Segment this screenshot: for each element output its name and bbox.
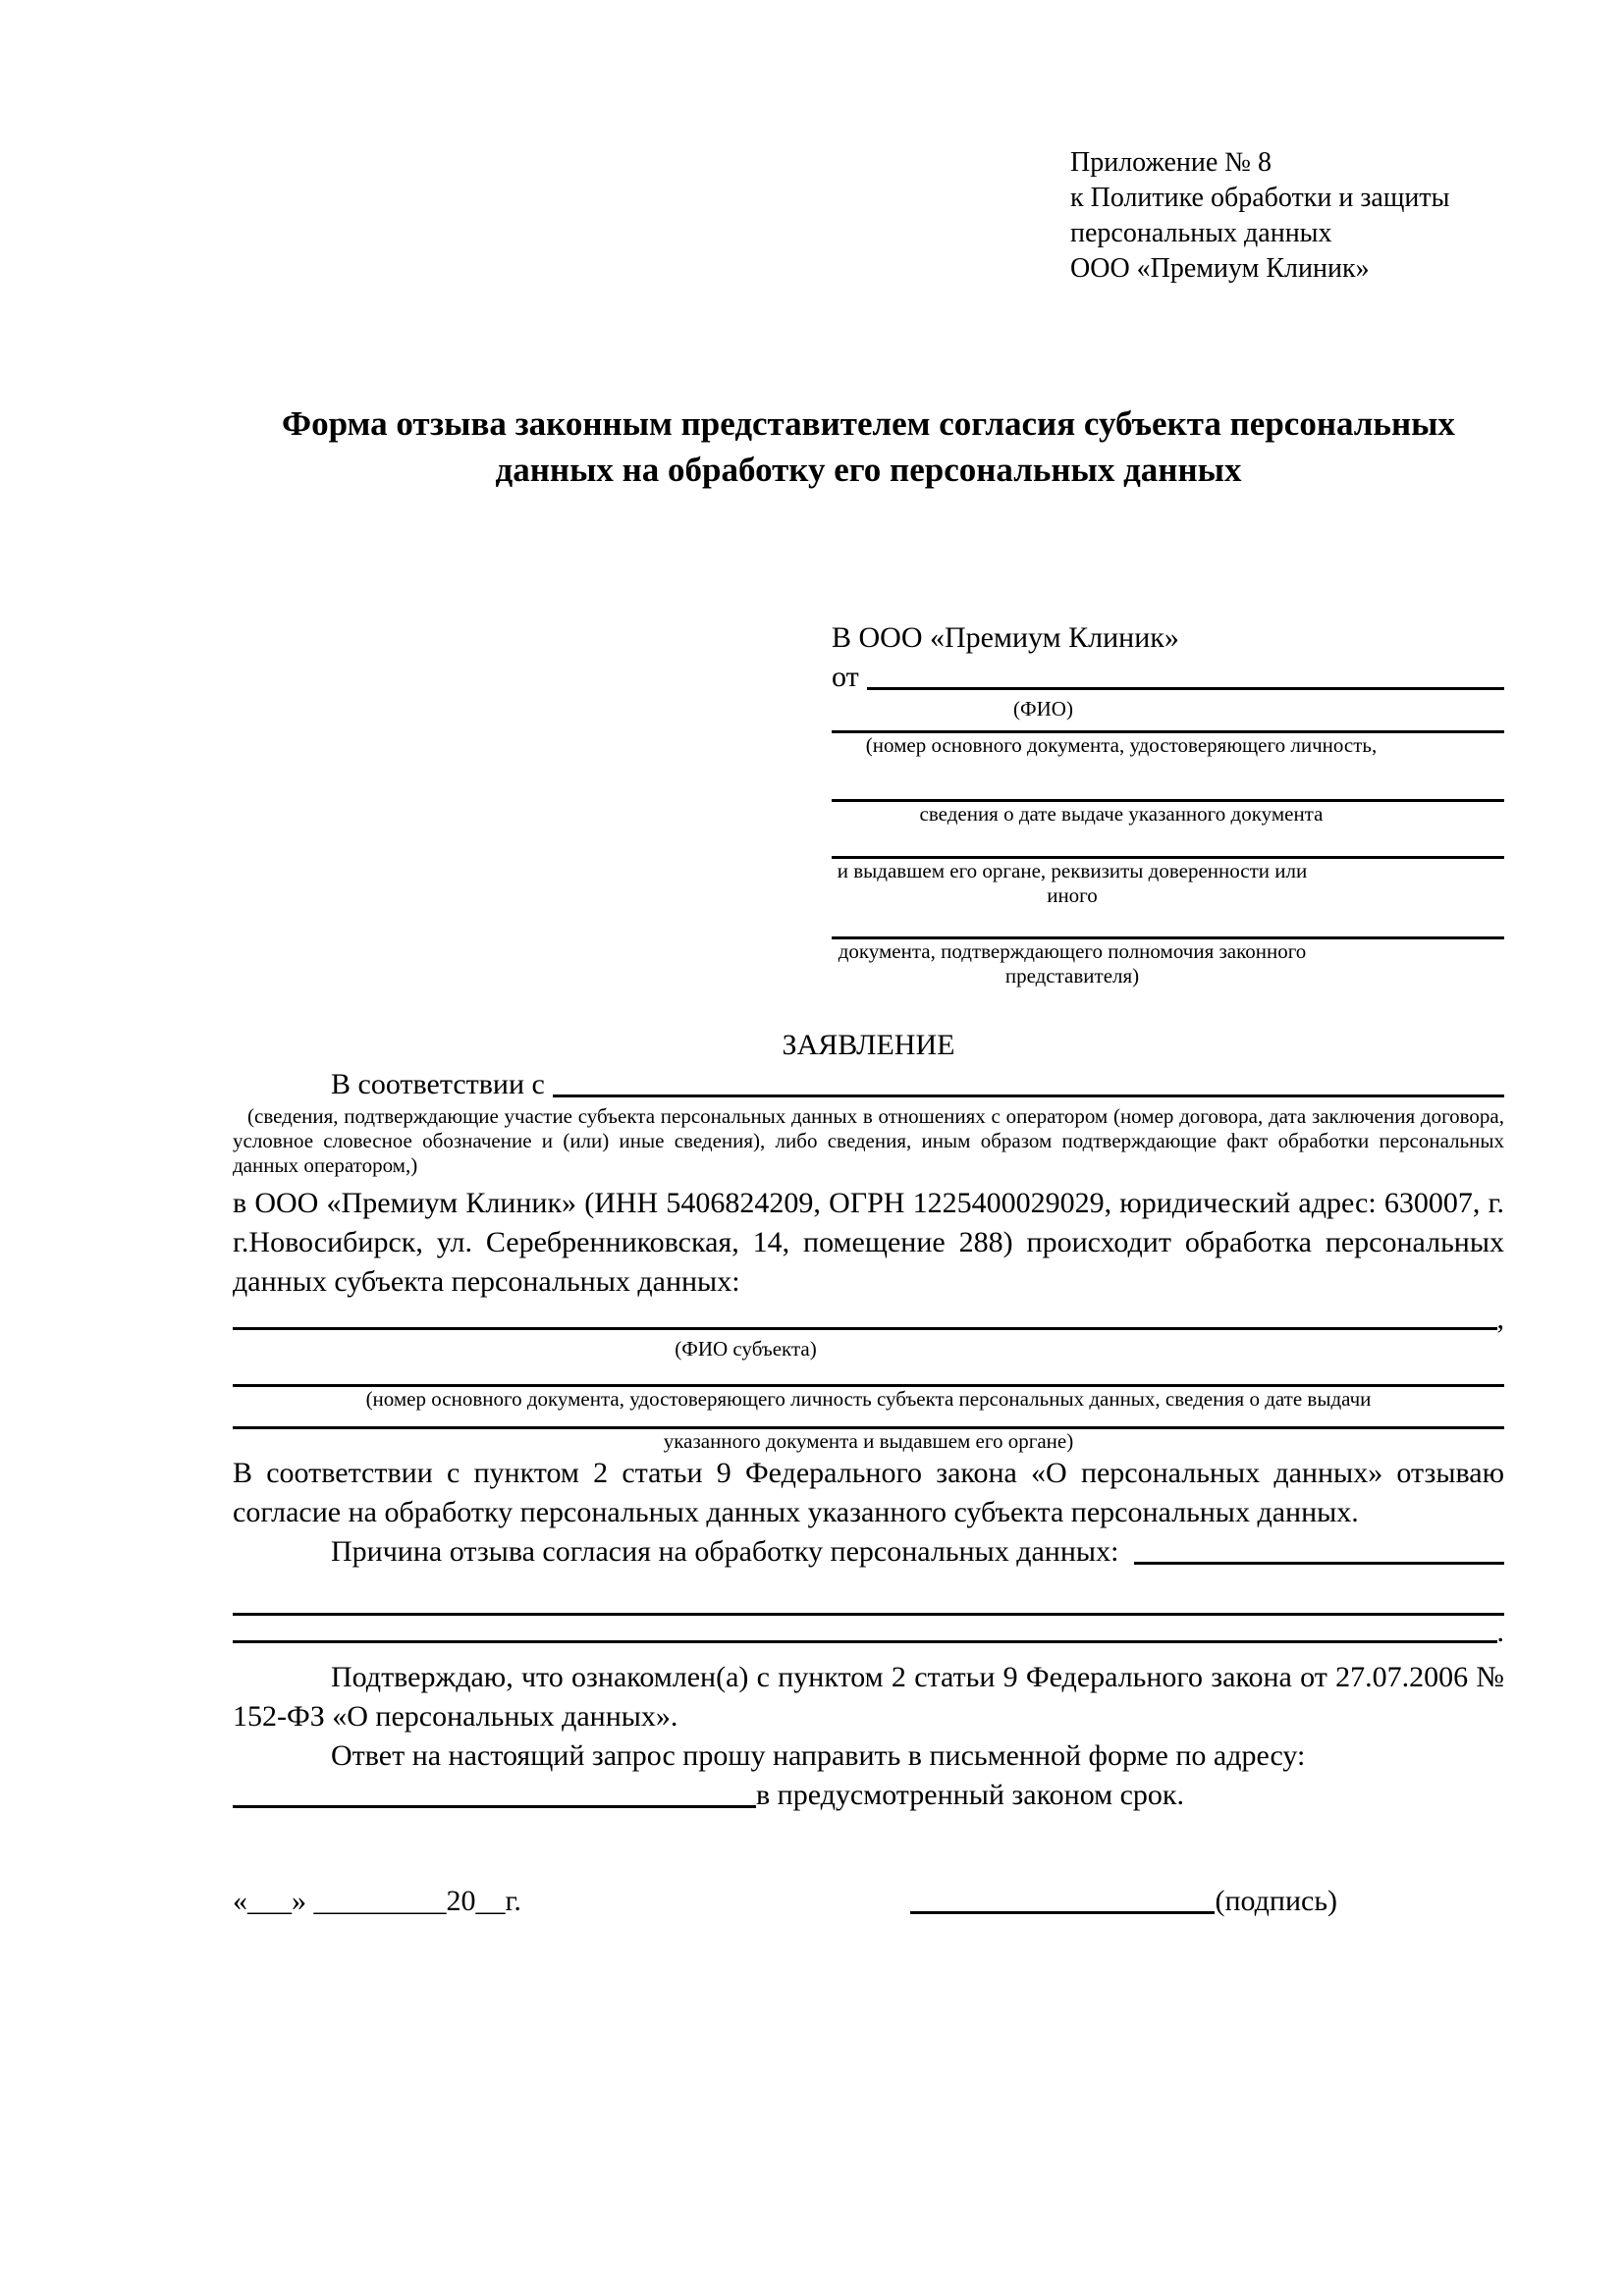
in-accordance-row <box>233 1065 1504 1104</box>
from-row <box>832 658 1504 697</box>
appendix-policy-line: к Политике обработки и защиты <box>1070 183 1450 213</box>
fio-caption: (ФИО) <box>1013 697 1073 721</box>
blank-line-representative-authority <box>832 908 1504 939</box>
operator-paragraph: в ООО «Премиум Клиник» (ИНН 5406824209, ОГРН 1225400029029, юридический адрес: 630007, г. г.Новосибирск, ул. Серебренниковская, 14, помещение 288) происходит обработка персональных данных субъекта персональных данных: <box>233 1187 1504 1298</box>
date-line: «___» _________20__г. <box>233 1885 521 1917</box>
reply-tail-text: в предусмотренный законом срок. <box>756 1779 1184 1811</box>
appendix-number: Приложение № 8 <box>1070 147 1272 178</box>
reply-paragraph: Ответ на настоящий запрос прошу направить в письменной форме по адресу: <box>331 1739 1306 1772</box>
reply-address-row <box>233 1776 1504 1815</box>
blank-line-document-number <box>832 721 1504 733</box>
signature-blank-line <box>910 1882 1215 1914</box>
reason-blank-line <box>1134 1532 1504 1565</box>
confirm-paragraph: Подтверждаю, что ознакомлен(а) с пунктом 2 статьи 9 Федерального закона от 27.07.2006 № 152-ФЗ «О персональных данных». <box>233 1661 1504 1733</box>
signature-caption: (подпись) <box>1215 1885 1337 1917</box>
blank-line-issuing-authority <box>832 827 1504 859</box>
addressee-block <box>832 618 1504 988</box>
subject-fio-caption: (ФИО субъекта) <box>675 1337 817 1361</box>
withdraw-paragraph: В соответствии с пунктом 2 статьи 9 Федерального закона «О персональных данных» отзываю согласие на обработку персональных данных указанного субъекта персональных данных. <box>233 1457 1504 1528</box>
blank-line-issue-date <box>832 758 1504 802</box>
subject-name-blank-line <box>233 1302 1497 1330</box>
reason-label: Причина отзыва согласия на обработку персональных данных: <box>331 1535 1126 1568</box>
in-accordance-label: В соответствии с <box>331 1068 545 1100</box>
issuing-authority-caption: и выдавшем его органе, реквизиты доверенности или иного <box>837 859 1308 907</box>
from-label: от <box>832 661 859 693</box>
blank-line-subject-document2 <box>233 1412 1504 1429</box>
addressee-to: В ООО «Премиум Клиник» <box>832 621 1179 654</box>
subject-document-caption: (номер основного документа, удостоверяющего личность субъекта персональных данных, сведения о дате выдачи <box>365 1387 1372 1411</box>
issue-date-caption: сведения о дате выдаче указанного документа <box>919 802 1324 826</box>
reply-address-blank-line <box>233 1776 756 1808</box>
reason-continuation-line2 <box>233 1616 1497 1643</box>
footer-row <box>233 1882 1504 1921</box>
signature-group <box>910 1882 1337 1921</box>
appendix-header <box>1070 145 1504 287</box>
reason-continuation-row2 <box>233 1616 1504 1650</box>
appendix-policy-line2: персональных данных <box>1070 218 1332 248</box>
from-blank-line <box>867 658 1504 690</box>
subject-document-caption2: указанного документа и выдавшем его органе) <box>663 1429 1074 1453</box>
subject-name-row <box>233 1302 1504 1337</box>
appendix-company: ООО «Премиум Клиник» <box>1070 253 1370 284</box>
comma-mark: , <box>1496 1303 1504 1335</box>
reason-row <box>233 1532 1504 1572</box>
statement-heading: ЗАЯВЛЕНИЕ <box>782 1029 955 1061</box>
representative-authority-caption: документа, подтверждающего полномочия законного представителя) <box>838 939 1307 988</box>
document-number-caption: (номер основного документа, удостоверяющего личность, <box>865 733 1378 757</box>
period-mark: . <box>1496 1616 1504 1648</box>
reason-continuation-line <box>233 1572 1504 1616</box>
in-accordance-blank-line <box>553 1065 1504 1097</box>
page-title: Форма отзыва законным представителем согласия субъекта персональных данных на обработку его персональных данных <box>282 404 1455 489</box>
blank-line-subject-document <box>233 1362 1504 1387</box>
fine-print-note: (сведения, подтверждающие участие субъекта персональных данных в отношениях с оператором (номер договора, дата заключения договора, условное словесное обозначение и (или) иные сведения), либо сведения, иным образом подтверждающие факт обработки персональных данных оператором,) <box>233 1104 1504 1177</box>
